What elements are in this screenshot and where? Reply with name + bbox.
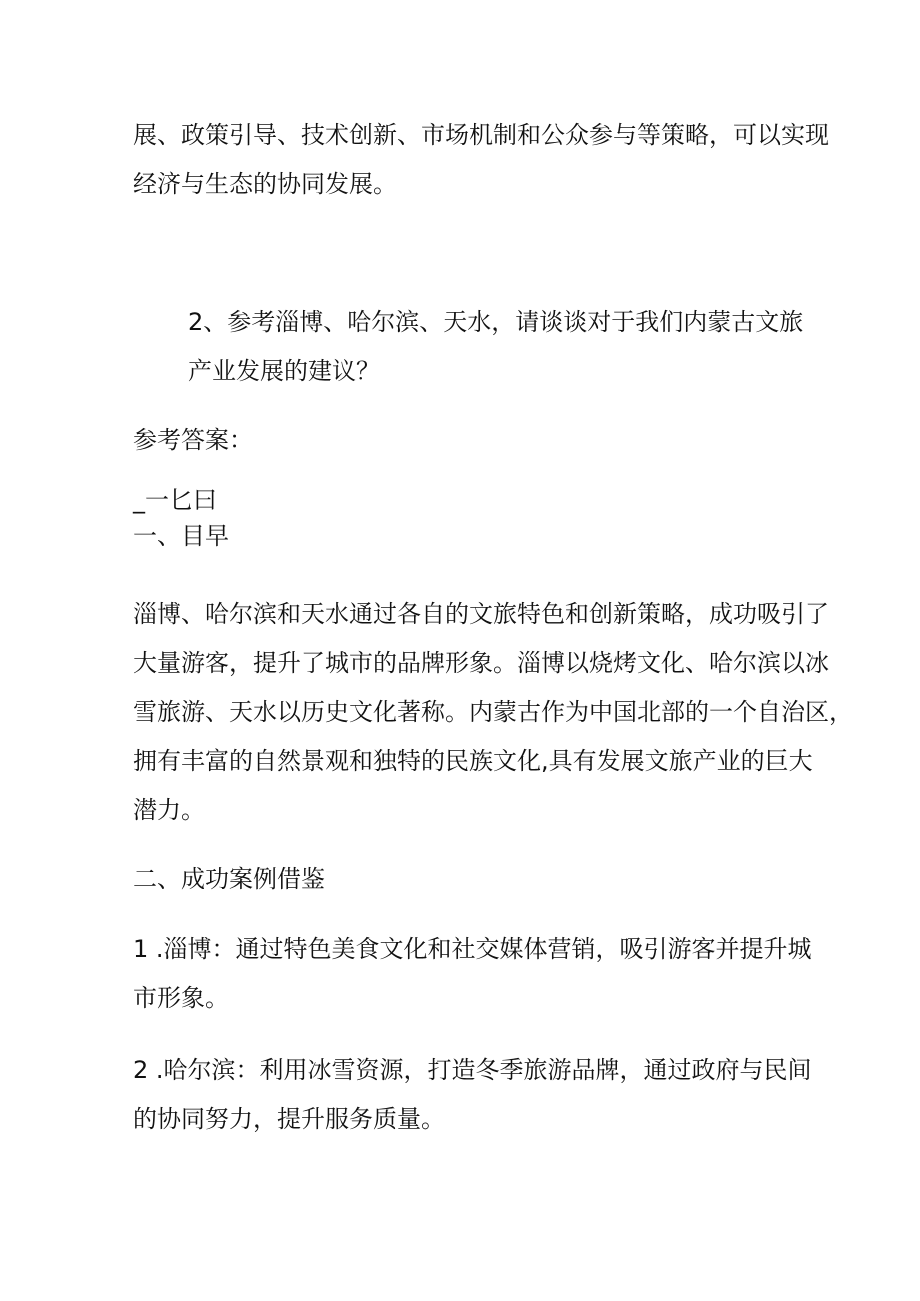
answer-label-text: 参考答案： (133, 426, 253, 454)
case1-paragraph (133, 925, 813, 1023)
case1-line: 1 .淄博：通过特色美食文化和社交媒体营销，吸引游客并提升城 (133, 935, 812, 963)
preface-line: 淄博、哈尔滨和天水通过各自的文旅特色和创新策略，成功吸引了 (133, 600, 829, 628)
case2-paragraph (133, 1046, 813, 1144)
answer-label (133, 416, 813, 465)
preface-line: 拥有丰富的自然景观和独特的民族文化,具有发展文旅产业的巨大 (133, 747, 813, 775)
preface-line: 大量游客，提升了城市的品牌形象。淄博以烧烤文化、哈尔滨以冰 (133, 649, 829, 677)
case2-line: 2 .哈尔滨：利用冰雪资源，打造冬季旅游品牌，通过政府与民间 (133, 1056, 812, 1084)
intro-line: 展、政策引导、技术创新、市场机制和公众参与等策略，可以实现 (133, 121, 829, 149)
question-line: 产业发展的建议？ (188, 357, 380, 385)
question-line: 2、参考淄博、哈尔滨、天水，请谈谈对于我们内蒙古文旅 (188, 308, 804, 336)
case1-line: 市形象。 (133, 984, 229, 1012)
intro-line: 经济与生态的协同发展。 (133, 170, 397, 198)
case2-line: 的协同努力，提升服务质量。 (133, 1105, 445, 1133)
preface-paragraph (133, 590, 853, 835)
intro-paragraph (133, 111, 829, 209)
preface-line: 潜力。 (133, 796, 205, 824)
preface-heading-line: 一、目早 (133, 522, 229, 550)
section2-heading (133, 855, 813, 904)
section2-heading-text: 二、成功案例借鉴 (133, 865, 325, 893)
preface-line: 雪旅游、天水以历史文化著称。内蒙古作为中国北部的一个自治区， (133, 698, 853, 726)
preface-heading (133, 482, 813, 554)
question-paragraph (188, 298, 868, 396)
preface-heading-line: _一匕曰 (133, 486, 217, 514)
